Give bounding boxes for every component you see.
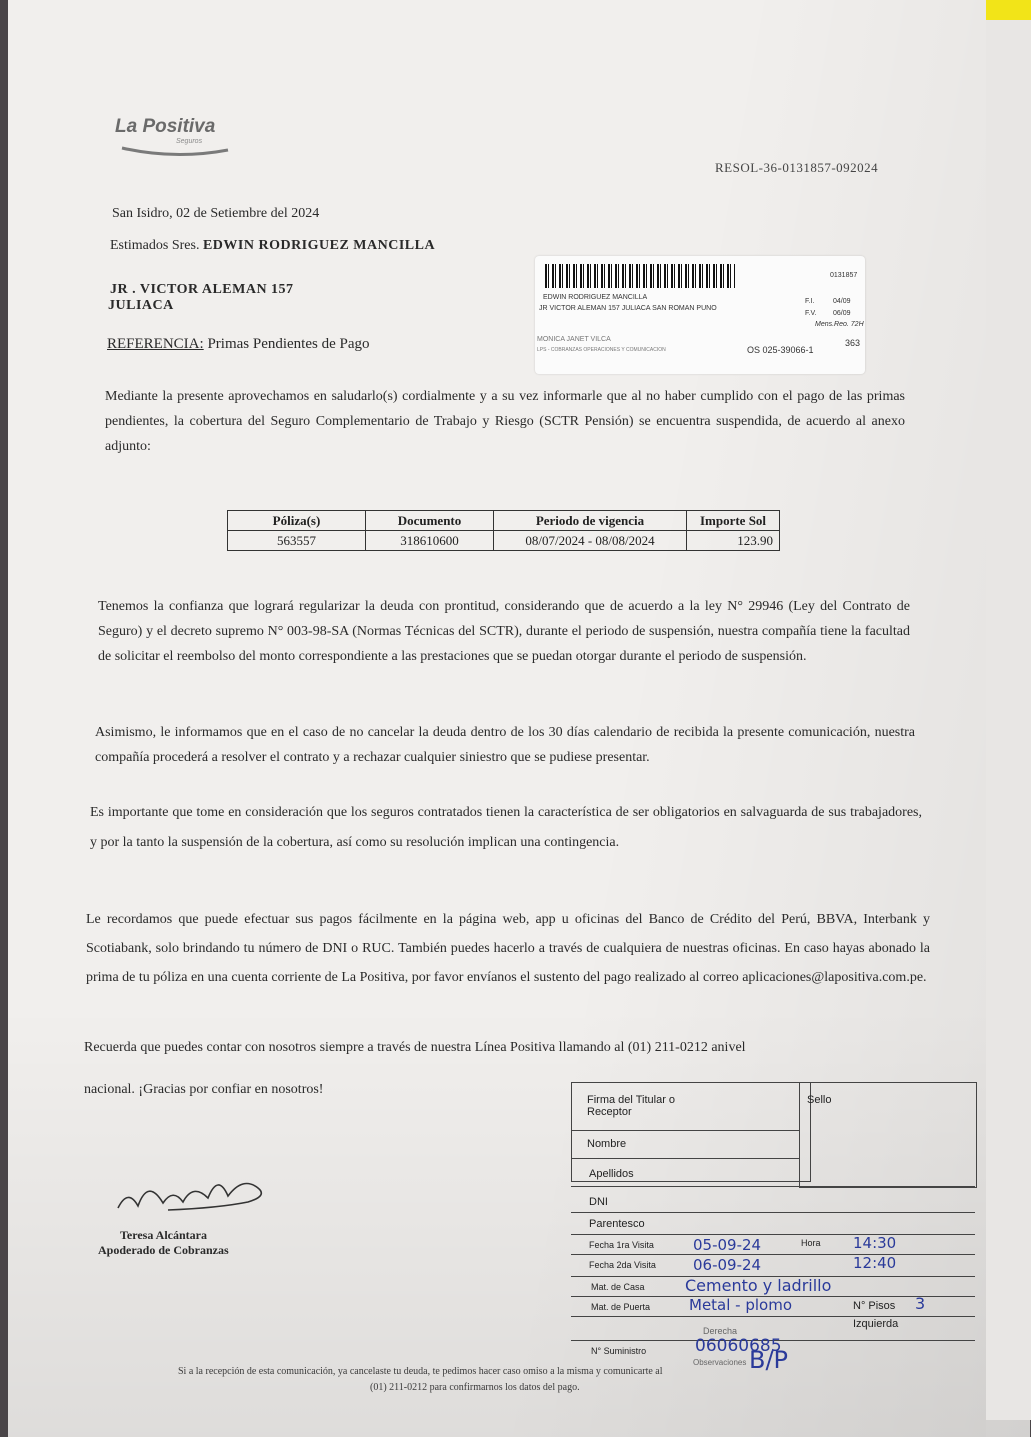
label-fv-label: F.V. (805, 310, 817, 317)
label-top-code: 0131857 (830, 272, 858, 279)
stamp-sello-label: Sello (807, 1094, 832, 1106)
label-fv-value: 06/09 (833, 310, 851, 317)
stamp-casa-label: Mat. de Casa (591, 1282, 645, 1292)
paragraph-6a: Recuerda que puedes contar con nosotros siempre a través de nuestra Línea Positiva llamando al (01) 211-0212 anivel (84, 1040, 746, 1055)
stamp-fecha1-value: 05-09-24 (693, 1236, 762, 1254)
label-fi-label: F.I. (805, 298, 815, 305)
stamp-row-line (571, 1234, 975, 1235)
cell-documento: 318610600 (366, 531, 494, 551)
reference-code: RESOL-36-0131857-092024 (715, 160, 879, 175)
company-logo: La Positiva (115, 116, 216, 137)
cell-periodo: 08/07/2024 - 08/08/2024 (494, 531, 687, 551)
handwritten-signature (108, 1168, 278, 1228)
footer-line-1: Si a la recepción de esta comunicación, ya cancelaste tu deuda, te pedimos hacer caso omiso a la misma y comunicarte al (178, 1366, 663, 1377)
stamp-casa-value: Cemento y ladrillo (685, 1276, 832, 1295)
paragraph-2: Tenemos la confianza que logrará regularizar la deuda con prontitud, considerando que de acuerdo a la ley N° 29946 (Ley del Contrato de Seguro) y el decreto supremo N° 003-98-SA (Normas Técnicas del SCTR), durante el periodo de suspensión, nuestra compañía tiene la facultad de solicitar el reembolso del monto correspondiente a las prestaciones que se puedan otorgar durante el periodo de suspensión. (98, 599, 910, 664)
paragraph-1: Mediante la presente aprovechamos en saludarlo(s) cordialmente y a su vez informarle que al no haber cumplido con el pago de las primas pendientes, la cobertura del Seguro Complementario de Trabajo y Riesgo (SCTR Pensión) se encuentra suspendida, de acuerdo al anexo adjunto: (105, 389, 905, 454)
stamp-fecha1-label: Fecha 1ra Visita (589, 1240, 654, 1250)
stamp-firma-label: Firma del Titular o Receptor (587, 1094, 676, 1118)
stamp-hora1-value: 14:30 (853, 1234, 897, 1252)
greeting-prefix: Estimados Sres. (110, 238, 200, 253)
delivery-label (535, 256, 865, 374)
address-line-2: JULIACA (108, 298, 174, 313)
stamp-apellidos-label: Apellidos (589, 1168, 634, 1180)
address-line-1: JR . VICTOR ALEMAN 157 (110, 282, 294, 297)
table-row (228, 531, 780, 551)
company-logo-subtitle: Seguros (176, 138, 203, 145)
header-periodo: Periodo de vigencia (494, 511, 687, 531)
signatory-title: Apoderado de Cobranzas (98, 1243, 229, 1257)
footer-line-2: (01) 211-0212 para confirmarnos los datos del pago. (370, 1382, 580, 1393)
stamp-row-line (571, 1212, 975, 1213)
stamp-puerta-value: Metal - plomo (689, 1296, 793, 1314)
stamp-row-line (571, 1158, 799, 1159)
recipient-name: EDWIN RODRIGUEZ MANCILLA (202, 238, 436, 253)
stamp-row-line (571, 1316, 975, 1317)
stamp-nombre-label: Nombre (587, 1138, 627, 1150)
stamp-izquierda-label: Izquierda (853, 1318, 899, 1330)
stamp-hora-label: Hora (801, 1238, 821, 1248)
date-line: San Isidro, 02 de Setiembre del 2024 (112, 206, 320, 221)
label-num: 363 (845, 338, 861, 348)
label-os: OS 025-39066-1 (747, 345, 814, 355)
header-documento: Documento (366, 511, 494, 531)
stamp-obs-value: B/P (749, 1346, 789, 1374)
label-address: JR VICTOR ALEMAN 157 JULIACA SAN ROMAN PUNO (539, 305, 717, 312)
paragraph-5: Le recordamos que puede efectuar sus pagos fácilmente en la página web, app u oficinas del Banco de Crédito del Perú, BBVA, Interbank y Scotiabank, solo brindando tu número de DNI o RUC. También puedes hacerlo a través de cualquiera de nuestras oficinas. En caso hayas abonado la prima de tu póliza en una cuenta corriente de La Positiva, por favor envíanos el sustento del pago realizado al correo aplicaciones@lapositiva.com.pe. (86, 912, 930, 985)
policy-table (227, 510, 780, 551)
label-sender: MONICA JANET VILCA (537, 336, 611, 343)
stamp-suministro-value: 06060685 (695, 1336, 782, 1356)
stamp-puerta-label: Mat. de Puerta (591, 1302, 651, 1312)
paragraph-6b: nacional. ¡Gracias por confiar en nosotros! (84, 1082, 324, 1097)
label-dept: LPS - COBRANZAS OPERACIONES Y COMUNICACION (537, 347, 666, 353)
label-mens: Mens.Reo. 72H (815, 321, 864, 328)
cell-importe: 123.90 (687, 531, 780, 551)
label-barcode (545, 264, 735, 288)
stamp-hora2-value: 12:40 (853, 1254, 897, 1272)
greeting (110, 238, 435, 254)
stamp-dni-label: DNI (589, 1196, 608, 1208)
header-poliza: Póliza(s) (228, 511, 366, 531)
stamp-fecha2-value: 06-09-24 (693, 1256, 762, 1274)
stamp-fecha2-label: Fecha 2da Visita (589, 1260, 656, 1270)
reference-line (107, 336, 370, 353)
delivery-stamp (563, 1078, 979, 1374)
paragraph-3: Asimismo, le informamos que en el caso de no cancelar la deuda dentro de los 30 días calendario de recibida la presente comunicación, nuestra compañía procederá a resolver el contrato y a rechazar cualquier siniestro que se pudiese presentar. (95, 725, 915, 765)
stamp-row-line (571, 1254, 975, 1255)
stamp-row-line (571, 1186, 975, 1187)
label-fi-value: 04/09 (833, 298, 851, 305)
reference-text: Primas Pendientes de Pago (207, 336, 370, 352)
logo-swoosh-icon (120, 144, 230, 158)
reference-label: REFERENCIA: (107, 336, 204, 352)
paragraph-4: Es importante que tome en consideración que los seguros contratados tienen la característica de ser obligatorios en salvaguarda de sus trabajadores, y por la tanto la suspensión de la cobertura, así como su resolución implican una contingencia. (90, 805, 922, 850)
underlying-sheet-edge (985, 20, 1031, 1420)
stamp-row-line (571, 1130, 799, 1131)
stamp-parentesco-label: Parentesco (589, 1218, 645, 1230)
stamp-pisos-value: 3 (915, 1294, 926, 1313)
stamp-derecha-label: Derecha (703, 1326, 738, 1336)
cell-poliza: 563557 (228, 531, 366, 551)
stamp-pisos-label: N° Pisos (853, 1300, 896, 1312)
policy-table-header (228, 511, 780, 531)
stamp-suministro-label: N° Suministro (591, 1346, 647, 1356)
signatory-name: Teresa Alcántara (120, 1228, 207, 1242)
header-importe: Importe Sol (687, 511, 780, 531)
stamp-obs-label: Observaciones (693, 1358, 747, 1367)
label-name: EDWIN RODRIGUEZ MANCILLA (543, 294, 648, 301)
